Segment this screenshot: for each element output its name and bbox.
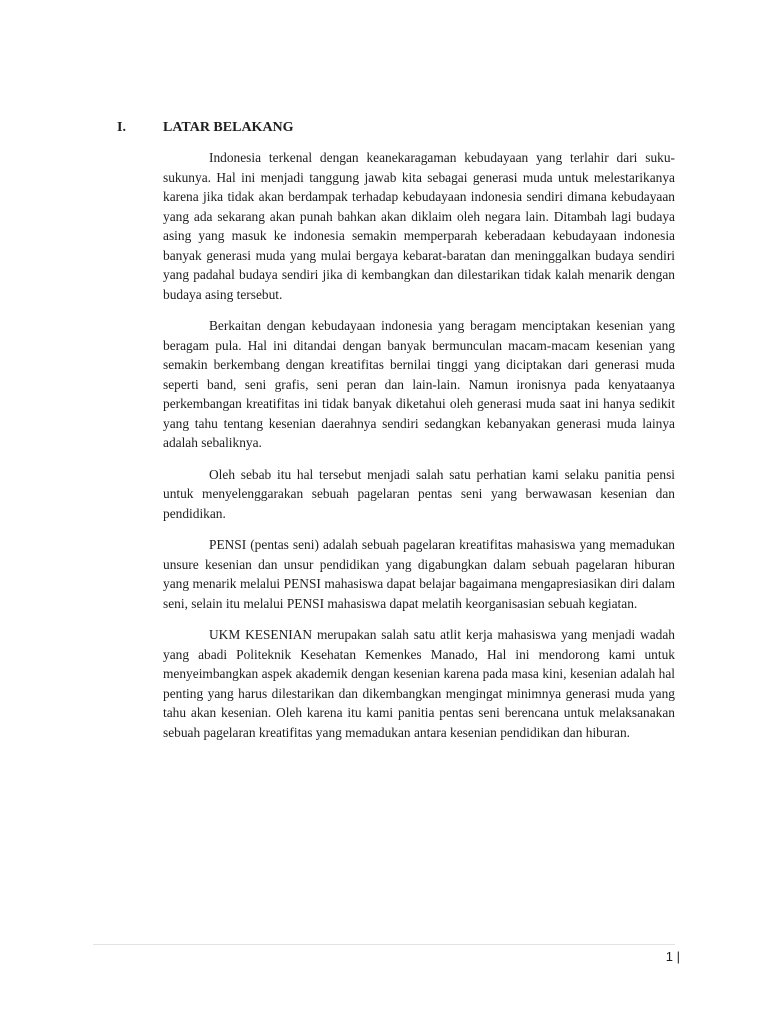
paragraph-1: Indonesia terkenal dengan keanekaragaman kebudayaan yang terlahir dari suku-sukunya. Hal ini menjadi tanggung jawab kita sebagai generasi muda untuk melestarikanya karena jika tidak akan berdampak terhadap kebudayaan indonesia sendiri dimana kebudayaan yang ada sekarang akan punah bahkan akan diklaim oleh negara lain. Ditambah lagi budaya asing yang masuk ke indonesia semakin memperparah keberadaan kebudayaan indonesia banyak generasi muda yang mulai bergaya kebarat-baratan dan meninggalkan budaya sendiri yang padahal budaya sendiri jika di kembangkan dan dilestarikan tidak kalah menarik dengan budaya asing tersebut. bbox=[163, 150, 675, 302]
page-number: 1 | bbox=[665, 949, 680, 964]
section-number: I. bbox=[117, 120, 126, 135]
footer-divider bbox=[93, 944, 675, 945]
section-title: LATAR BELAKANG bbox=[163, 120, 294, 135]
paragraph-5: UKM KESENIAN merupakan salah satu atlit kerja mahasiswa yang menjadi wadah yang abadi Politeknik Kesehatan Kemenkes Manado, Hal ini mendorong kami untuk menyeimbangkan aspek akademik dengan kesenian karena pada masa kini, kesenian adalah hal penting yang harus dilestarikan dan dikembangkan mengingat minimnya generasi muda yang tahu akan kesenian. Oleh karena itu kami panitia pentas seni berencana untuk melaksanakan sebuah pagelaran kreatifitas yang memadukan antara kesenian pendidikan dan hiburan. bbox=[163, 627, 675, 740]
section-body bbox=[163, 148, 675, 754]
paragraph-4: PENSI (pentas seni) adalah sebuah pagelaran kreatifitas mahasiswa yang memadukan unsure kesenian dan unsur pendidikan yang digabungkan dalam sebuah pagelaran hiburan yang menarik melalui PENSI mahasiswa dapat belajar bagaimana mengapresiasikan diri dalam seni, selain itu melalui PENSI mahasiswa dapat melatih keorganisasian sebuah kegiatan. bbox=[163, 537, 675, 611]
paragraph-2: Berkaitan dengan kebudayaan indonesia yang beragam menciptakan kesenian yang beragam pula. Hal ini ditandai dengan banyak bermunculan macam-macam kesenian yang semakin berkembang dengan kreatifitas bernilai tinggi yang diciptakan dari generasi muda seperti band, seni grafis, seni peran dan lain-lain. Namun ironisnya pada kenyataanya perkembangan kreatifitas ini tidak banyak diketahui oleh generasi muda saat ini hanya sedikit yang tahu tentang kesenian daerahnya sendiri sedangkan kebanyakan generasi muda lainya adalah sebaliknya. bbox=[163, 318, 675, 450]
paragraph-3: Oleh sebab itu hal tersebut menjadi salah satu perhatian kami selaku panitia pensi untuk menyelenggarakan sebuah pagelaran pentas seni yang berwawasan kesenian dan pendidikan. bbox=[163, 466, 675, 521]
